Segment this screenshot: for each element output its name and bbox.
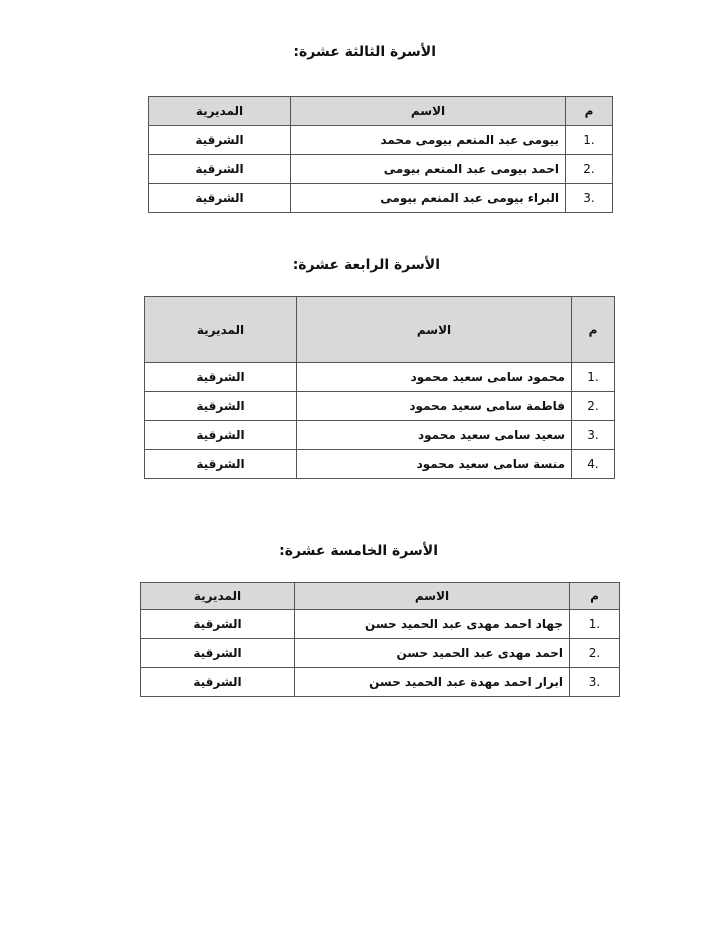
table-row [141,610,620,639]
row-name: احمد بيومى عبد المنعم بيومى [291,155,566,184]
table-row [145,392,615,421]
table-row [149,155,613,184]
row-directorate: الشرقية [149,126,291,155]
header-num: م [570,583,620,610]
row-num: 3. [570,668,620,697]
table-row [145,450,615,479]
row-directorate: الشرقية [149,184,291,213]
row-num: 1. [566,126,613,155]
row-num: 1. [572,363,615,392]
row-directorate: الشرقية [149,155,291,184]
family-15-title: الأسرة الخامسة عشرة: [279,543,438,559]
row-name: منسة سامى سعيد محمود [297,450,572,479]
table-row [149,184,613,213]
table-row [149,126,613,155]
row-name: فاطمة سامى سعيد محمود [297,392,572,421]
row-directorate: الشرقية [141,668,295,697]
header-name: الاسم [291,97,566,126]
table-row [145,421,615,450]
table-row [141,668,620,697]
header-num: م [566,97,613,126]
table-row [141,639,620,668]
header-directorate: المديرية [141,583,295,610]
row-directorate: الشرقية [145,392,297,421]
row-directorate: الشرقية [145,450,297,479]
row-directorate: الشرقية [141,610,295,639]
row-name: ابرار احمد مهدة عبد الحميد حسن [295,668,570,697]
row-name: احمد مهدى عبد الحميد حسن [295,639,570,668]
family-14-title: الأسرة الرابعة عشرة: [292,257,440,273]
family-13-table [148,96,613,213]
row-num: 1. [570,610,620,639]
family-15-table [140,582,620,697]
table-header-row [149,97,613,126]
row-name: بيومى عبد المنعم بيومى محمد [291,126,566,155]
table-header-row [141,583,620,610]
header-name: الاسم [295,583,570,610]
row-num: 3. [566,184,613,213]
family-14-table [144,296,615,479]
row-num: 2. [572,392,615,421]
row-name: جهاد احمد مهدى عبد الحميد حسن [295,610,570,639]
header-num: م [572,297,615,363]
family-13-title: الأسرة الثالثة عشرة: [293,44,436,60]
row-num: 3. [572,421,615,450]
row-directorate: الشرقية [145,363,297,392]
table-row [145,363,615,392]
header-directorate: المديرية [145,297,297,363]
row-name: سعيد سامى سعيد محمود [297,421,572,450]
row-name: البراء بيومى عبد المنعم بيومى [291,184,566,213]
row-directorate: الشرقية [141,639,295,668]
row-num: 2. [566,155,613,184]
row-directorate: الشرقية [145,421,297,450]
table-header-row [145,297,615,363]
row-name: محمود سامى سعيد محمود [297,363,572,392]
header-directorate: المديرية [149,97,291,126]
row-num: 4. [572,450,615,479]
header-name: الاسم [297,297,572,363]
row-num: 2. [570,639,620,668]
